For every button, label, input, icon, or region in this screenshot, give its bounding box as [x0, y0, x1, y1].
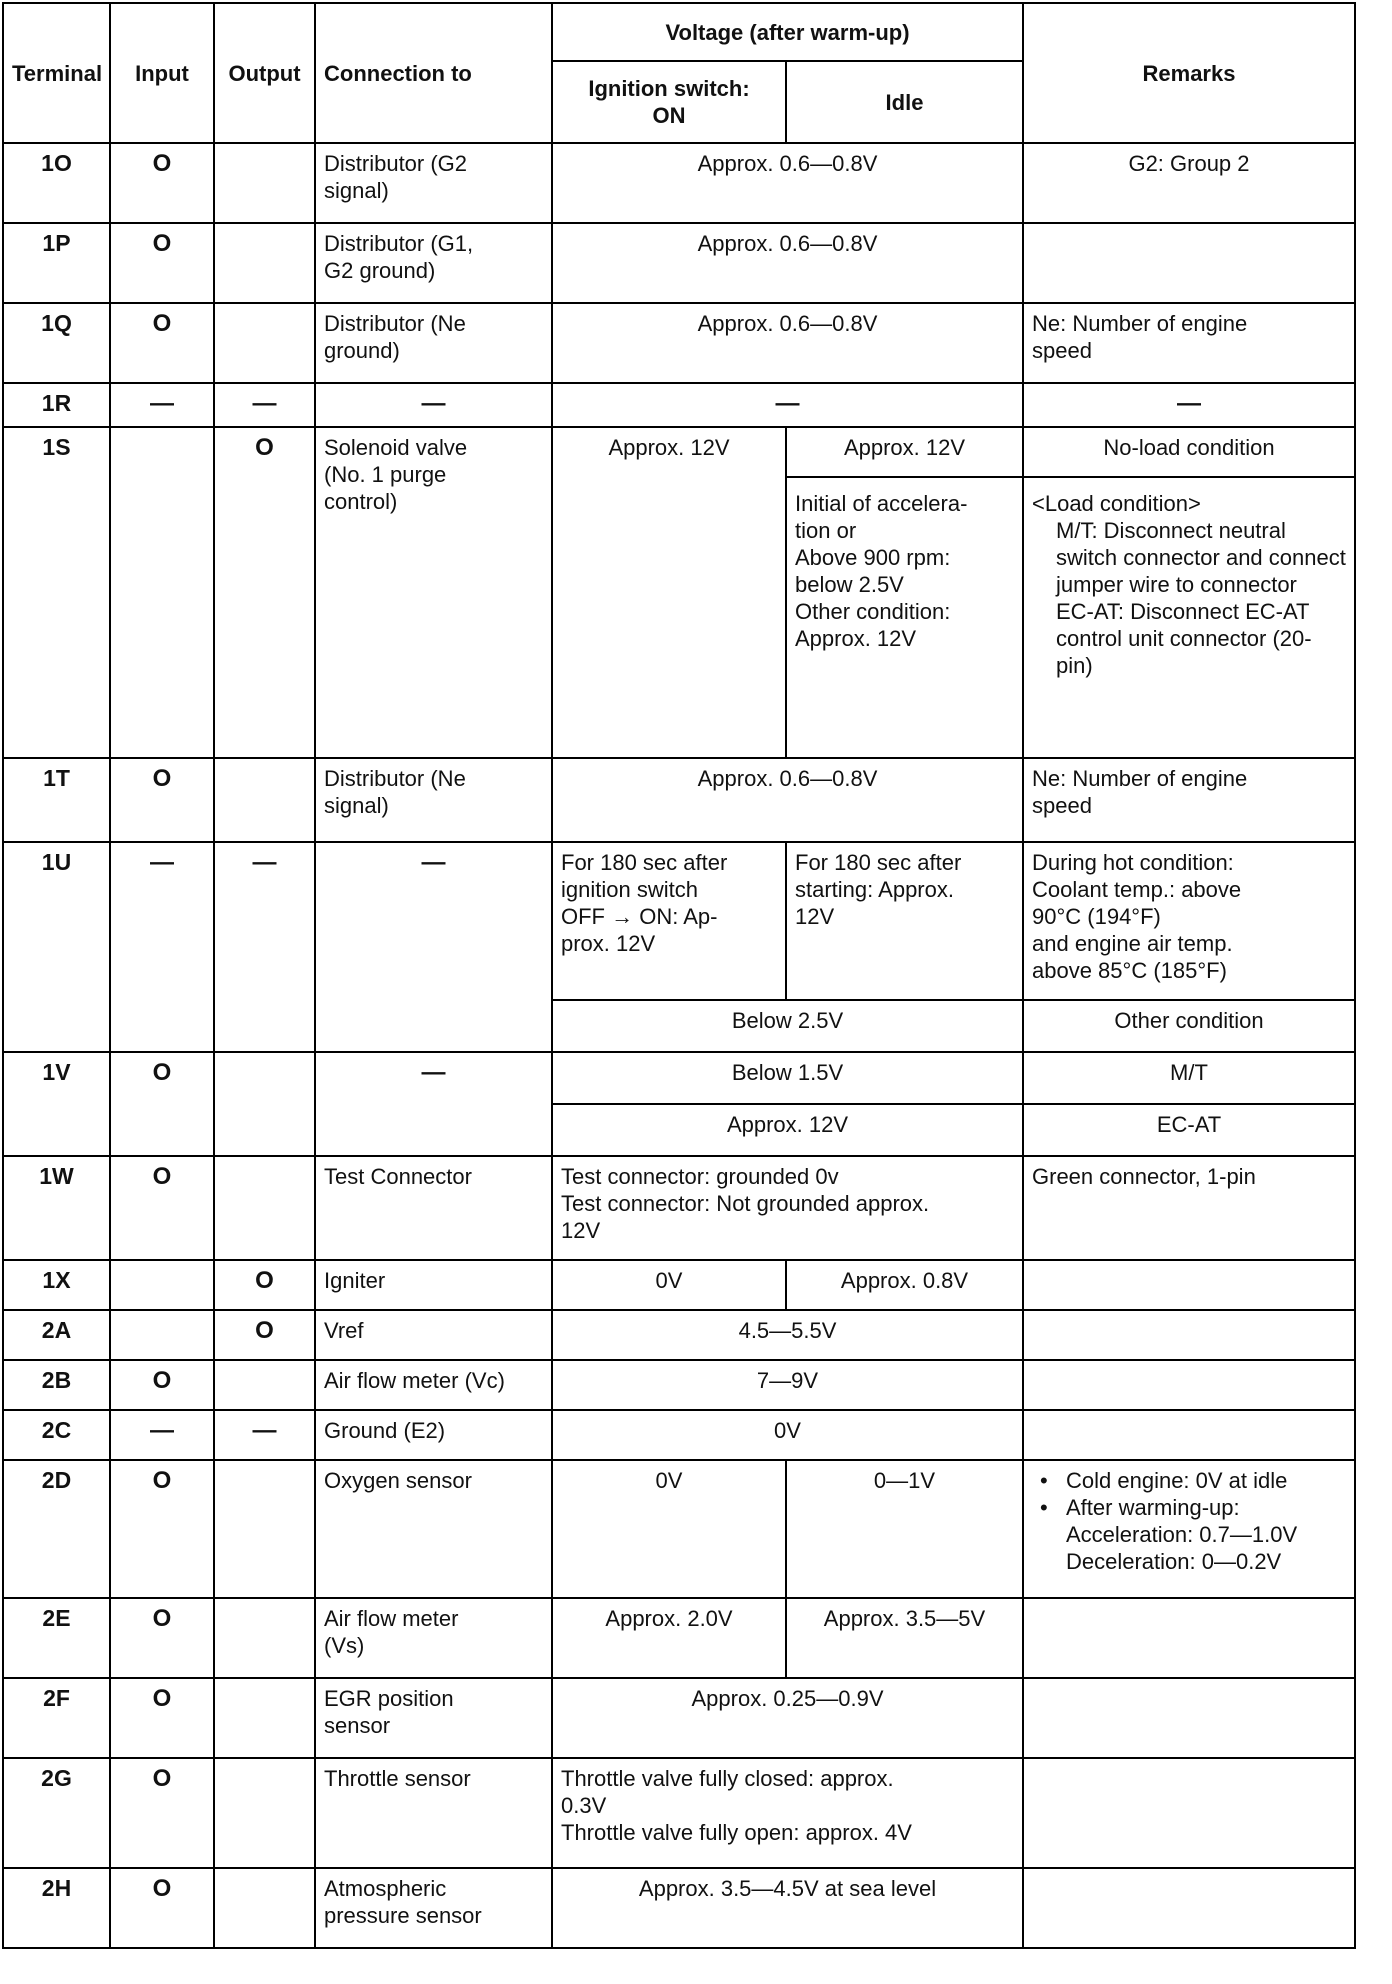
voltage-cell: Throttle valve fully closed: approx. 0.3V Throttle valve fully open: approx. 4V: [552, 1758, 1023, 1868]
remarks-cell: [1023, 1868, 1355, 1948]
output-cell: [214, 1360, 315, 1410]
voltage-cell: Approx. 0.6—0.8V: [552, 303, 1023, 383]
remarks-cell: [1023, 1598, 1355, 1678]
voltage-cell: Approx. 0.6—0.8V: [552, 758, 1023, 842]
input-cell: —: [110, 1410, 214, 1460]
connection-cell: Distributor (Ne signal): [315, 758, 552, 842]
connection-cell: EGR position sensor: [315, 1678, 552, 1758]
remarks-cell: During hot condition: Coolant temp.: above 90°C (194°F) and engine air temp. above 85°C (185°F): [1023, 842, 1355, 1000]
output-cell: —: [214, 383, 315, 427]
output-cell: [214, 1052, 315, 1156]
connection-cell: Ground (E2): [315, 1410, 552, 1460]
ignition-on-cell: 0V: [552, 1460, 786, 1598]
input-cell: O: [110, 1156, 214, 1260]
voltage-cell: —: [552, 383, 1023, 427]
remarks-cell: [1023, 1260, 1355, 1310]
terminal-cell: 2D: [3, 1460, 110, 1598]
terminal-cell: 2E: [3, 1598, 110, 1678]
input-cell: O: [110, 1460, 214, 1598]
load-condition-title: <Load condition>: [1032, 491, 1201, 516]
connection-cell: —: [315, 383, 552, 427]
terminal-cell: 2C: [3, 1410, 110, 1460]
header-connection: Connection to: [315, 3, 552, 143]
connection-cell: Test Connector: [315, 1156, 552, 1260]
table-row: [3, 1260, 1355, 1310]
input-cell: [110, 427, 214, 758]
connection-cell: Solenoid valve (No. 1 purge control): [315, 427, 552, 758]
voltage-cell: Approx. 0.6—0.8V: [552, 223, 1023, 303]
remarks-cell: EC-AT: [1023, 1104, 1355, 1156]
voltage-cell: Approx. 3.5—4.5V at sea level: [552, 1868, 1023, 1948]
output-cell: —: [214, 842, 315, 1052]
remarks-cell: [1023, 1460, 1355, 1598]
input-cell: O: [110, 758, 214, 842]
remarks-cell: [1023, 1758, 1355, 1868]
remarks-bullet: • After warming-up:: [1032, 1494, 1346, 1521]
idle-cell: For 180 sec after starting: Approx. 12V: [786, 842, 1023, 1000]
output-cell: —: [214, 1410, 315, 1460]
input-cell: —: [110, 842, 214, 1052]
remarks-cell: [1023, 223, 1355, 303]
table-row: [3, 1678, 1355, 1758]
output-cell: [214, 1598, 315, 1678]
input-cell: O: [110, 1868, 214, 1948]
table-row: [3, 303, 1355, 383]
table-row: [3, 1598, 1355, 1678]
voltage-cell: Approx. 0.25—0.9V: [552, 1678, 1023, 1758]
remarks-cell: Other condition: [1023, 1000, 1355, 1052]
terminal-cell: 1X: [3, 1260, 110, 1310]
output-cell: [214, 1758, 315, 1868]
remarks-cell: [1023, 1310, 1355, 1360]
voltage-cell: 0V: [552, 1410, 1023, 1460]
table-row: [3, 1052, 1355, 1104]
idle-cell: Initial of accelera- tion or Above 900 rpm: below 2.5V Other condition: Approx. 12V: [786, 477, 1023, 758]
idle-cell: Approx. 3.5—5V: [786, 1598, 1023, 1678]
input-cell: [110, 1260, 214, 1310]
input-cell: O: [110, 1678, 214, 1758]
terminal-cell: 1T: [3, 758, 110, 842]
voltage-cell: 4.5—5.5V: [552, 1310, 1023, 1360]
input-cell: [110, 1310, 214, 1360]
load-condition-mt: M/T: Disconnect neutral switch connector and connect jumper wire to connector: [1056, 518, 1346, 597]
ignition-on-cell: Approx. 12V: [552, 427, 786, 758]
input-cell: —: [110, 383, 214, 427]
table-row: [3, 1410, 1355, 1460]
voltage-cell: Below 2.5V: [552, 1000, 1023, 1052]
table-row: [3, 758, 1355, 842]
idle-cell: 0—1V: [786, 1460, 1023, 1598]
terminal-cell: 1O: [3, 143, 110, 223]
load-condition-ecat: EC-AT: Disconnect EC-AT control unit connector (20-pin): [1056, 599, 1312, 678]
output-cell: [214, 143, 315, 223]
output-cell: O: [214, 427, 315, 758]
terminal-cell: 1S: [3, 427, 110, 758]
remarks-cell: [1023, 1410, 1355, 1460]
remarks-bullet: • Cold engine: 0V at idle: [1032, 1467, 1346, 1494]
terminal-voltage-table: [2, 2, 1356, 1949]
connection-cell: Air flow meter (Vs): [315, 1598, 552, 1678]
remarks-cell: [1023, 1360, 1355, 1410]
connection-cell: Atmospheric pressure sensor: [315, 1868, 552, 1948]
remarks-line: Deceleration: 0—0.2V: [1066, 1549, 1282, 1574]
header-row: [3, 3, 1355, 61]
output-cell: [214, 1678, 315, 1758]
input-cell: O: [110, 1598, 214, 1678]
input-cell: O: [110, 303, 214, 383]
remarks-cell: No-load condition: [1023, 427, 1355, 477]
voltage-cell: Below 1.5V: [552, 1052, 1023, 1104]
connection-cell: Throttle sensor: [315, 1758, 552, 1868]
terminal-cell: 1P: [3, 223, 110, 303]
connection-cell: Distributor (G2 signal): [315, 143, 552, 223]
header-idle: Idle: [786, 61, 1023, 143]
terminal-cell: 2F: [3, 1678, 110, 1758]
voltage-cell: Test connector: grounded 0v Test connector: Not grounded approx. 12V: [552, 1156, 1023, 1260]
header-input: Input: [110, 3, 214, 143]
input-cell: O: [110, 143, 214, 223]
header-remarks: Remarks: [1023, 3, 1355, 143]
remarks-cell: [1023, 477, 1355, 758]
voltage-cell: 7—9V: [552, 1360, 1023, 1410]
ignition-on-cell: For 180 sec after ignition switch OFF → ON: Ap- prox. 12V: [552, 842, 786, 1000]
table-row: [3, 1360, 1355, 1410]
connection-cell: Distributor (G1, G2 ground): [315, 223, 552, 303]
input-cell: O: [110, 1052, 214, 1156]
remarks-cell: —: [1023, 383, 1355, 427]
connection-cell: Oxygen sensor: [315, 1460, 552, 1598]
output-cell: [214, 758, 315, 842]
voltage-cell: Approx. 12V: [552, 1104, 1023, 1156]
terminal-cell: 1U: [3, 842, 110, 1052]
table-row: [3, 143, 1355, 223]
connection-cell: Distributor (Ne ground): [315, 303, 552, 383]
table-row: [3, 1156, 1355, 1260]
remarks-line: Acceleration: 0.7—1.0V: [1066, 1522, 1298, 1547]
input-cell: O: [110, 1758, 214, 1868]
connection-cell: Vref: [315, 1310, 552, 1360]
remarks-cell: Ne: Number of engine speed: [1023, 303, 1355, 383]
connection-cell: Air flow meter (Vc): [315, 1360, 552, 1410]
header-ignition-on: Ignition switch: ON: [552, 61, 786, 143]
terminal-cell: 2A: [3, 1310, 110, 1360]
remarks-cell: M/T: [1023, 1052, 1355, 1104]
idle-cell: Approx. 0.8V: [786, 1260, 1023, 1310]
header-terminal: Terminal: [3, 3, 110, 143]
terminal-cell: 2B: [3, 1360, 110, 1410]
output-cell: O: [214, 1310, 315, 1360]
voltage-cell: Approx. 0.6—0.8V: [552, 143, 1023, 223]
input-cell: O: [110, 1360, 214, 1410]
table-row: [3, 1868, 1355, 1948]
input-cell: O: [110, 223, 214, 303]
table-row: [3, 842, 1355, 1000]
table-row: [3, 1310, 1355, 1360]
connection-cell: —: [315, 1052, 552, 1156]
terminal-cell: 2H: [3, 1868, 110, 1948]
connection-cell: Igniter: [315, 1260, 552, 1310]
remarks-cell: [1023, 1678, 1355, 1758]
header-output: Output: [214, 3, 315, 143]
output-cell: [214, 1868, 315, 1948]
ignition-on-cell: 0V: [552, 1260, 786, 1310]
terminal-cell: 2G: [3, 1758, 110, 1868]
table-row: [3, 1460, 1355, 1598]
terminal-cell: 1W: [3, 1156, 110, 1260]
header-voltage: Voltage (after warm-up): [552, 3, 1023, 61]
output-cell: [214, 303, 315, 383]
connection-cell: —: [315, 842, 552, 1052]
remarks-cell: G2: Group 2: [1023, 143, 1355, 223]
terminal-cell: 1R: [3, 383, 110, 427]
terminal-cell: 1Q: [3, 303, 110, 383]
table-row: [3, 1758, 1355, 1868]
idle-cell: Approx. 12V: [786, 427, 1023, 477]
terminal-voltage-table-page: [2, 2, 1354, 1949]
output-cell: [214, 1156, 315, 1260]
terminal-cell: 1V: [3, 1052, 110, 1156]
table-row: [3, 383, 1355, 427]
output-cell: [214, 1460, 315, 1598]
output-cell: O: [214, 1260, 315, 1310]
remarks-cell: Ne: Number of engine speed: [1023, 758, 1355, 842]
table-row: [3, 223, 1355, 303]
table-row: [3, 427, 1355, 477]
output-cell: [214, 223, 315, 303]
remarks-cell: Green connector, 1-pin: [1023, 1156, 1355, 1260]
ignition-on-cell: Approx. 2.0V: [552, 1598, 786, 1678]
